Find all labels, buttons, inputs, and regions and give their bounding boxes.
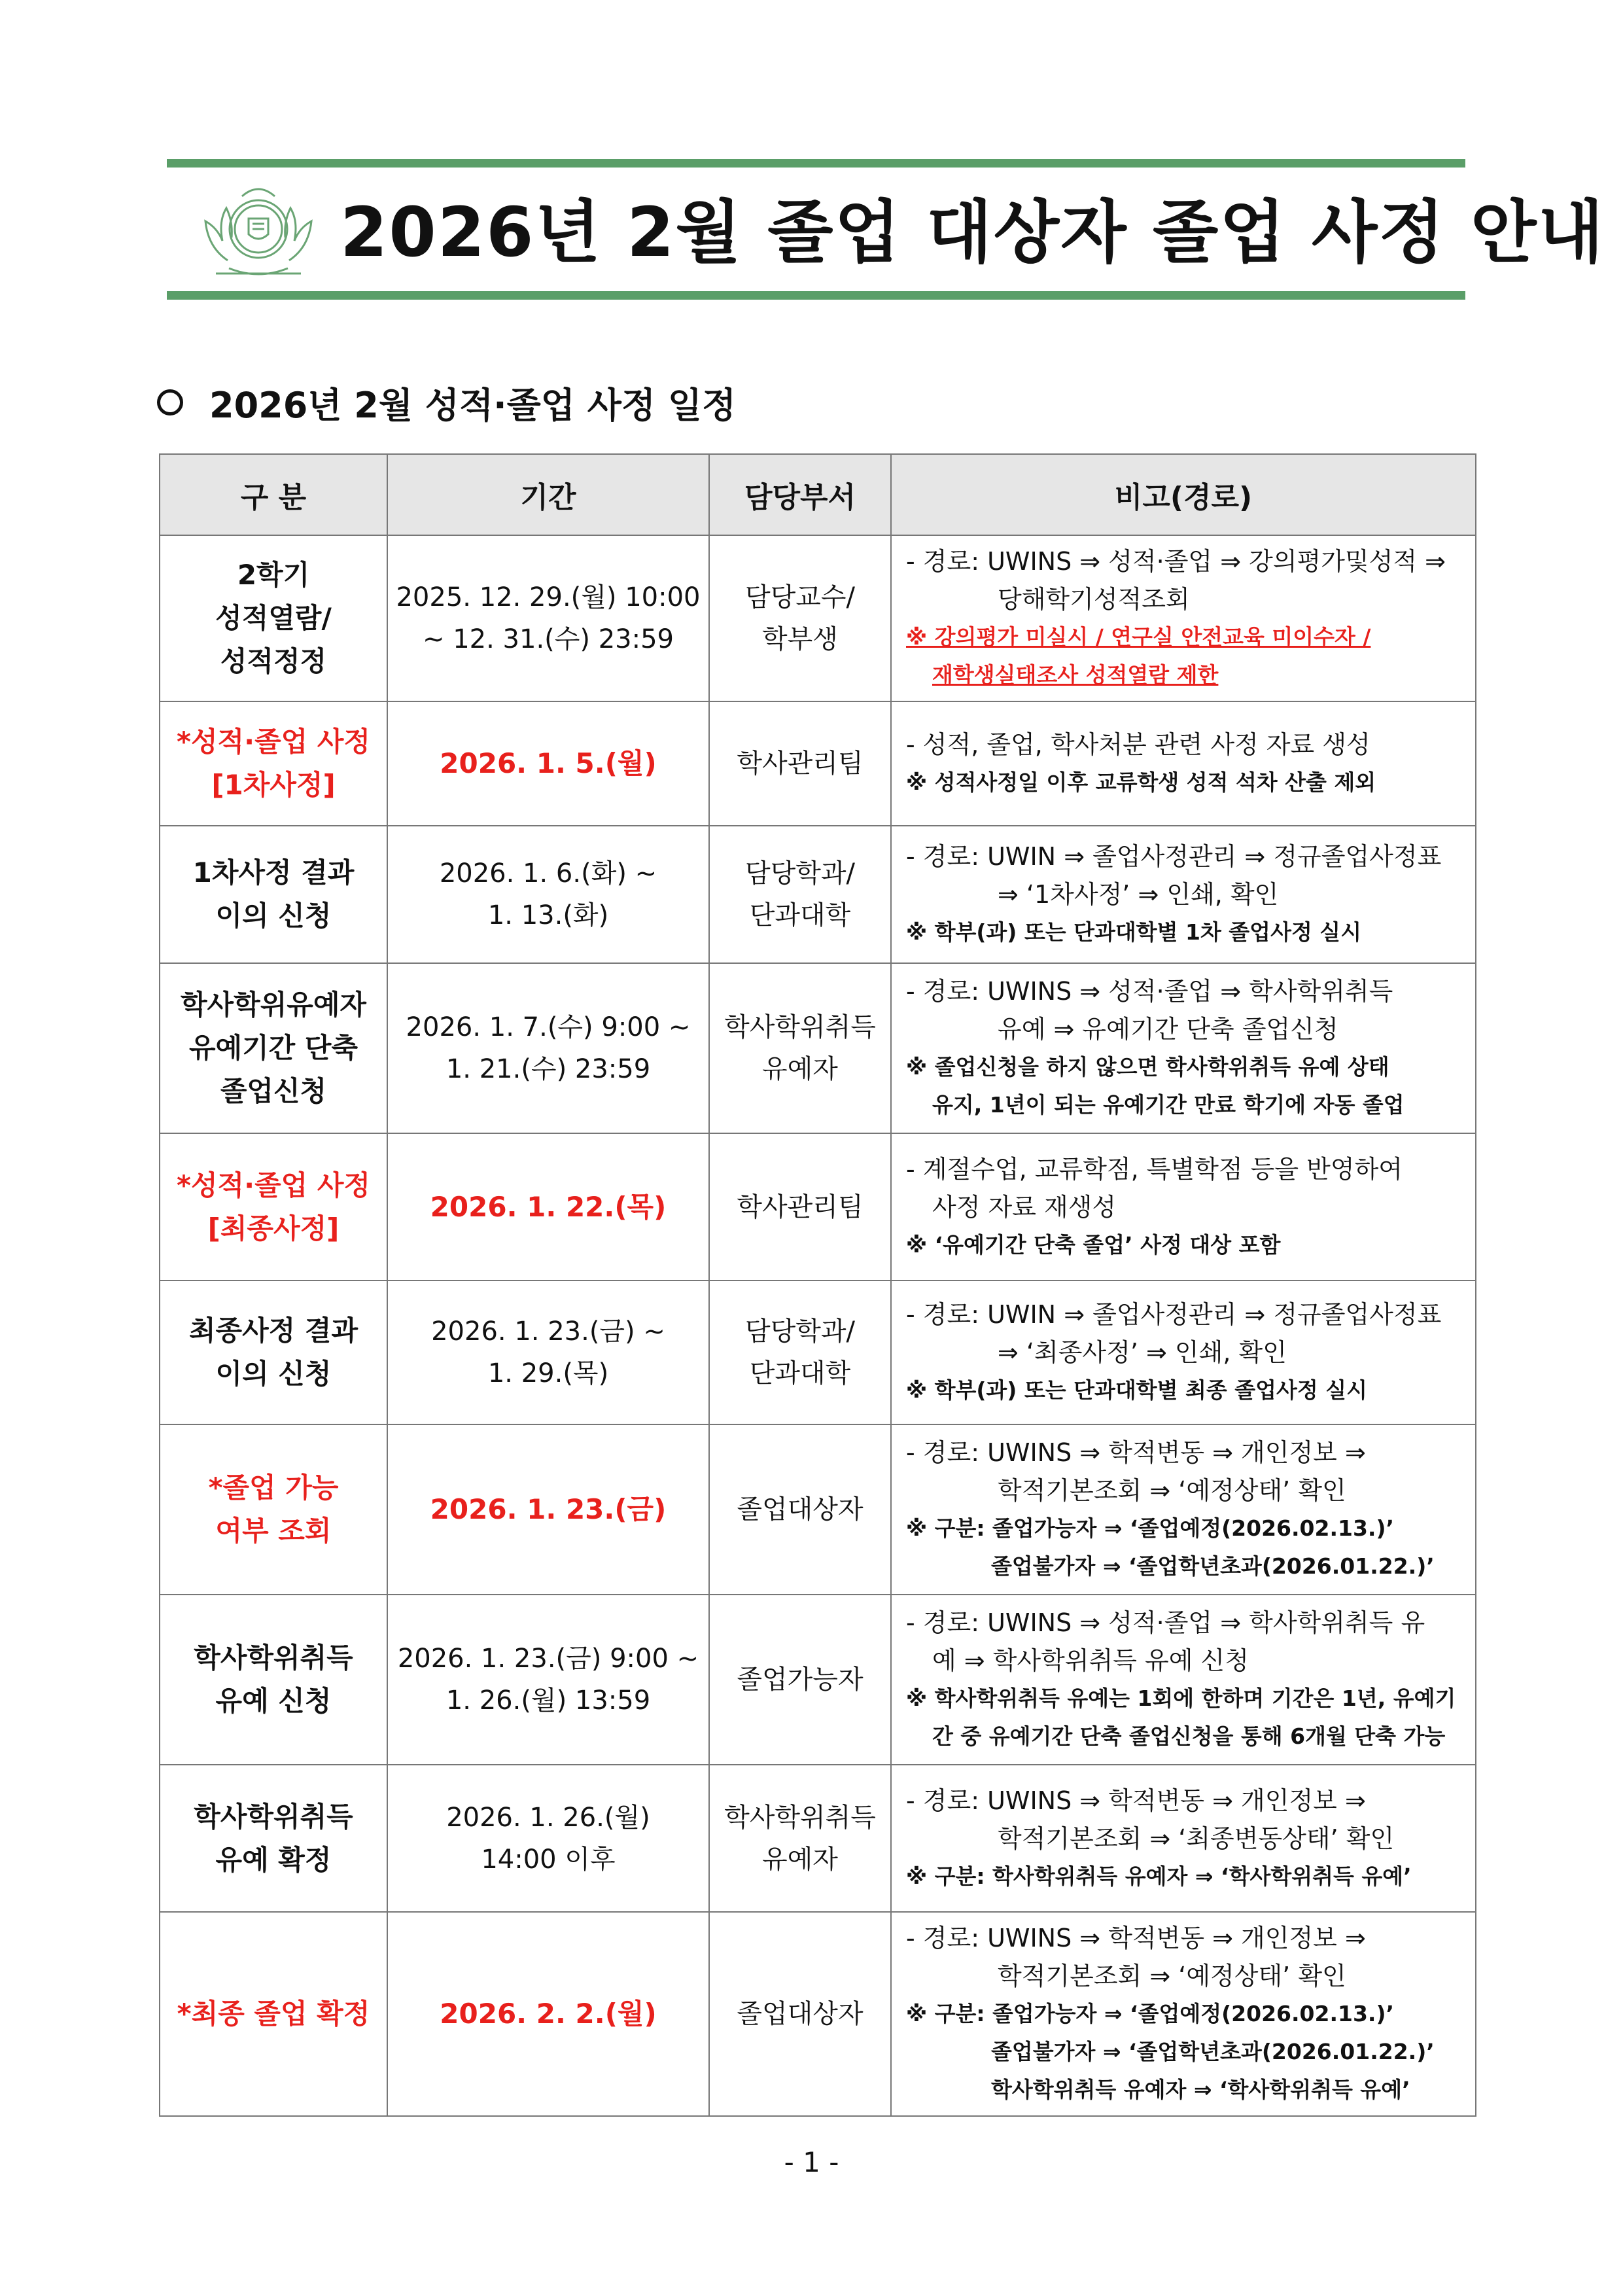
table-row: [160, 1424, 1476, 1595]
notes-cell: [891, 1280, 1476, 1424]
dept-text: 졸업대상자: [737, 1999, 864, 2029]
category-text: 1차사정 결과: [192, 857, 355, 889]
note-line: 졸업불가자 ⇒ ‘졸업학년초과(2026.01.22.)’: [991, 2039, 1435, 2064]
category-text: 성적정정: [220, 645, 327, 677]
section-heading: [157, 373, 736, 432]
schedule-table-body: [160, 535, 1476, 2116]
note-line: ※ 학부(과) 또는 단과대학별 최종 졸업사정 실시: [906, 1377, 1367, 1403]
note-line: 유예 ⇒ 유예기간 단축 졸업신청: [998, 1015, 1338, 1044]
note-line: - 경로: UWIN ⇒ 졸업사정관리 ⇒ 정규졸업사정표: [906, 842, 1442, 871]
header-bottom-rule: [167, 291, 1465, 300]
table-row: [160, 1133, 1476, 1280]
note-line: 재학생실태조사 성적열람 제한: [932, 662, 1219, 688]
column-header-period: 기간: [387, 454, 709, 535]
note-line: 학적기본조회 ⇒ ‘예정상태’ 확인: [998, 1476, 1346, 1505]
note-line: ※ 학부(과) 또는 단과대학별 1차 졸업사정 실시: [906, 919, 1362, 945]
dept-cell: [709, 535, 891, 701]
note-line: ※ 강의평가 미실시 / 연구실 안전교육 미이수자 /: [906, 624, 1371, 650]
period-text: 2026. 1. 6.(화) ~: [439, 858, 657, 889]
category-cell: [160, 535, 387, 701]
category-text: *성적·졸업 사정: [177, 1169, 370, 1201]
dept-text: 학사학위취득: [724, 1802, 876, 1833]
notes-cell: [891, 826, 1476, 963]
category-text: 졸업신청: [220, 1075, 327, 1107]
category-text: 2학기: [237, 559, 310, 591]
section-title: 2026년 2월 성적·졸업 사정 일정: [209, 384, 737, 426]
university-seal-icon: [190, 175, 327, 287]
category-cell: [160, 1765, 387, 1912]
category-text: 성적열람/: [215, 602, 332, 634]
dept-cell: [709, 1133, 891, 1280]
period-text: 2026. 1. 22.(목): [430, 1190, 667, 1223]
dept-text: 유예자: [762, 1054, 838, 1084]
table-row: [160, 963, 1476, 1133]
circle-bullet-icon: [157, 389, 183, 415]
category-text: 이의 신청: [215, 1358, 332, 1390]
period-cell: [387, 963, 709, 1133]
category-text: 학사학위취득: [194, 1800, 353, 1833]
period-text: 2026. 1. 5.(월): [440, 747, 657, 779]
category-cell: [160, 1912, 387, 2116]
document-title: 2026년 2월 졸업 대상자 졸업 사정 안내: [340, 192, 1605, 272]
period-cell: [387, 826, 709, 963]
notes-cell: [891, 1424, 1476, 1595]
note-line: ※ 구분: 졸업가능자 ⇒ ‘졸업예정(2026.02.13.)’: [906, 2001, 1395, 2026]
period-text: 2026. 1. 23.(금) ~: [431, 1316, 665, 1347]
note-line: 유지, 1년이 되는 유예기간 만료 학기에 자동 졸업: [932, 1092, 1405, 1118]
period-text: 1. 26.(월) 13:59: [445, 1686, 651, 1716]
category-text: 최종사정 결과: [188, 1315, 358, 1347]
table-row: [160, 1912, 1476, 2116]
period-text: 1. 21.(수) 23:59: [445, 1054, 651, 1084]
note-line: 사정 자료 재생성: [932, 1192, 1117, 1222]
note-line: - 성적, 졸업, 학사처분 관련 사정 자료 생성: [906, 730, 1370, 759]
period-cell: [387, 1424, 709, 1595]
period-cell: [387, 701, 709, 826]
category-text: *졸업 가능: [208, 1472, 339, 1504]
category-text: *최종 졸업 확정: [177, 1998, 370, 2030]
category-cell: [160, 1133, 387, 1280]
note-line: ※ 성적사정일 이후 교류학생 성적 석차 산출 제외: [906, 769, 1376, 795]
category-cell: [160, 1424, 387, 1595]
category-cell: [160, 1280, 387, 1424]
dept-cell: [709, 1595, 891, 1765]
period-cell: [387, 1765, 709, 1912]
note-line: - 경로: UWINS ⇒ 성적·졸업 ⇒ 학사학위취득 유: [906, 1608, 1425, 1637]
note-line: 학적기본조회 ⇒ ‘최종변동상태’ 확인: [998, 1824, 1395, 1853]
table-row: [160, 535, 1476, 701]
category-text: 유예 신청: [215, 1685, 332, 1717]
note-line: ⇒ ‘최종사정’ ⇒ 인쇄, 확인: [998, 1338, 1287, 1367]
table-row: [160, 826, 1476, 963]
period-text: 2025. 12. 29.(월) 10:00: [396, 582, 701, 612]
dept-cell: [709, 701, 891, 826]
note-line: 예 ⇒ 학사학위취득 유예 신청: [932, 1646, 1249, 1675]
dept-cell: [709, 1912, 891, 2116]
period-cell: [387, 1133, 709, 1280]
category-text: 유예기간 단축: [188, 1032, 358, 1064]
period-text: 2026. 1. 26.(월): [446, 1802, 650, 1833]
period-text: ~ 12. 31.(수) 23:59: [422, 624, 674, 654]
period-text: 2026. 1. 23.(금): [430, 1493, 667, 1525]
notes-cell: [891, 1133, 1476, 1280]
dept-text: 학사관리팀: [737, 749, 864, 779]
period-cell: [387, 1280, 709, 1424]
note-line: ※ 학사학위취득 유예는 1회에 한하며 기간은 1년, 유예기: [906, 1686, 1456, 1711]
note-line: - 경로: UWINS ⇒ 학적변동 ⇒ 개인정보 ⇒: [906, 1438, 1366, 1467]
notes-cell: [891, 1595, 1476, 1765]
category-text: 이의 신청: [215, 900, 332, 932]
table-row: [160, 1765, 1476, 1912]
period-text: 1. 13.(화): [487, 900, 609, 930]
category-cell: [160, 1595, 387, 1765]
dept-cell: [709, 1424, 891, 1595]
category-text: 여부 조회: [215, 1515, 332, 1547]
note-line: - 경로: UWINS ⇒ 학적변동 ⇒ 개인정보 ⇒: [906, 1924, 1366, 1952]
period-cell: [387, 1912, 709, 2116]
period-text: 14:00 이후: [481, 1844, 616, 1875]
dept-text: 담당학과/: [744, 1316, 856, 1347]
dept-text: 학사학위취득: [724, 1012, 876, 1042]
note-line: 간 중 유예기간 단축 졸업신청을 통해 6개월 단축 가능: [932, 1723, 1446, 1749]
category-text: *성적·졸업 사정: [177, 726, 370, 758]
dept-text: 학부생: [762, 624, 838, 654]
note-line: 졸업불가자 ⇒ ‘졸업학년초과(2026.01.22.)’: [991, 1553, 1435, 1579]
dept-cell: [709, 826, 891, 963]
category-text: 학사학위유예자: [180, 989, 366, 1021]
header-top-rule: [167, 159, 1465, 168]
page-number: - 1 -: [784, 2146, 839, 2178]
period-text: 1. 29.(목): [487, 1358, 609, 1388]
dept-text: 단과대학: [749, 1358, 851, 1388]
note-line: ※ 졸업신청을 하지 않으면 학사학위취득 유예 상태: [906, 1054, 1389, 1080]
dept-text: 졸업대상자: [737, 1494, 864, 1525]
period-cell: [387, 535, 709, 701]
notes-cell: [891, 963, 1476, 1133]
category-text: 유예 확정: [215, 1843, 332, 1876]
note-line: 당해학기성적조회: [998, 585, 1190, 614]
note-line: - 경로: UWIN ⇒ 졸업사정관리 ⇒ 정규졸업사정표: [906, 1300, 1442, 1329]
note-line: ※ ‘유예기간 단축 졸업’ 사정 대상 포함: [906, 1231, 1281, 1258]
dept-cell: [709, 963, 891, 1133]
column-header-dept: 담당부서: [709, 454, 891, 535]
period-cell: [387, 1595, 709, 1765]
note-line: ※ 구분: 졸업가능자 ⇒ ‘졸업예정(2026.02.13.)’: [906, 1515, 1395, 1541]
dept-text: 유예자: [762, 1844, 838, 1875]
category-text: 학사학위취득: [194, 1642, 353, 1674]
table-header-row: [160, 454, 1476, 535]
note-line: - 경로: UWINS ⇒ 성적·졸업 ⇒ 학사학위취득: [906, 977, 1393, 1006]
note-line: ※ 구분: 학사학위취득 유예자 ⇒ ‘학사학위취득 유예’: [906, 1863, 1412, 1889]
notes-cell: [891, 535, 1476, 701]
category-text: [최종사정]: [207, 1212, 340, 1245]
note-line: ⇒ ‘1차사정’ ⇒ 인쇄, 확인: [998, 880, 1279, 909]
category-cell: [160, 701, 387, 826]
notes-cell: [891, 1765, 1476, 1912]
period-text: 2026. 1. 7.(수) 9:00 ~: [406, 1012, 691, 1042]
note-line: 학적기본조회 ⇒ ‘예정상태’ 확인: [998, 1962, 1346, 1990]
dept-text: 담당학과/: [744, 858, 856, 889]
note-line: - 계절수업, 교류학점, 특별학점 등을 반영하여: [906, 1154, 1403, 1184]
notes-cell: [891, 701, 1476, 826]
category-text: [1차사정]: [211, 769, 336, 801]
column-header-notes: 비고(경로): [891, 454, 1476, 535]
note-line: - 경로: UWINS ⇒ 성적·졸업 ⇒ 강의평가및성적 ⇒: [906, 547, 1446, 576]
column-header-category: 구 분: [160, 454, 387, 535]
period-text: 2026. 2. 2.(월): [440, 1998, 657, 2030]
dept-text: 단과대학: [749, 900, 851, 930]
category-cell: [160, 826, 387, 963]
dept-cell: [709, 1280, 891, 1424]
note-line: 학사학위취득 유예자 ⇒ ‘학사학위취득 유예’: [991, 2077, 1410, 2102]
dept-text: 학사관리팀: [737, 1192, 864, 1222]
dept-text: 담당교수/: [744, 582, 856, 612]
table-row: [160, 1595, 1476, 1765]
table-row: [160, 701, 1476, 826]
schedule-table: [159, 453, 1476, 2117]
period-text: 2026. 1. 23.(금) 9:00 ~: [397, 1644, 699, 1674]
table-row: [160, 1280, 1476, 1424]
category-cell: [160, 963, 387, 1133]
note-line: - 경로: UWINS ⇒ 학적변동 ⇒ 개인정보 ⇒: [906, 1786, 1366, 1815]
dept-cell: [709, 1765, 891, 1912]
dept-text: 졸업가능자: [737, 1665, 864, 1695]
notes-cell: [891, 1912, 1476, 2116]
